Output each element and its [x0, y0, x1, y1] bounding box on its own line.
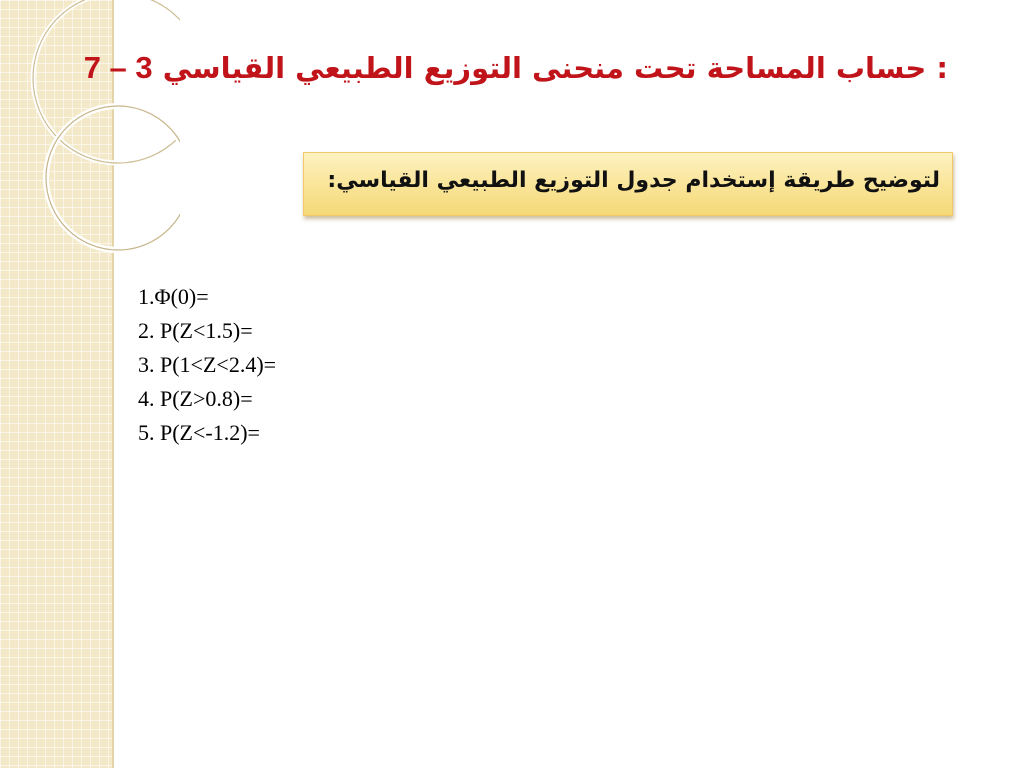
instruction-callout-text: لتوضيح طريقة إستخدام جدول التوزيع الطبيعي القياسي:: [327, 168, 940, 193]
slide-title: [83, 46, 948, 90]
decorative-rings: [0, 0, 180, 260]
question-item-3: 3. P(1<Z<2.4)=: [138, 352, 277, 377]
instruction-callout-box: [303, 152, 953, 216]
question-list: [138, 280, 276, 450]
slide-title-text: : حساب المساحة تحت منحنى التوزيع الطبيعي القياسي: [162, 51, 948, 85]
slide-title-number: 7 – 3: [83, 50, 153, 85]
question-item-2: 2. P(Z<1.5)=: [138, 318, 253, 343]
question-item-5: 5. P(Z<-1.2)=: [138, 420, 260, 445]
ring-small-shadow: [46, 106, 180, 250]
question-item-1: 1.Φ(0)=: [138, 284, 209, 309]
question-item-4: 4. P(Z>0.8)=: [138, 386, 253, 411]
